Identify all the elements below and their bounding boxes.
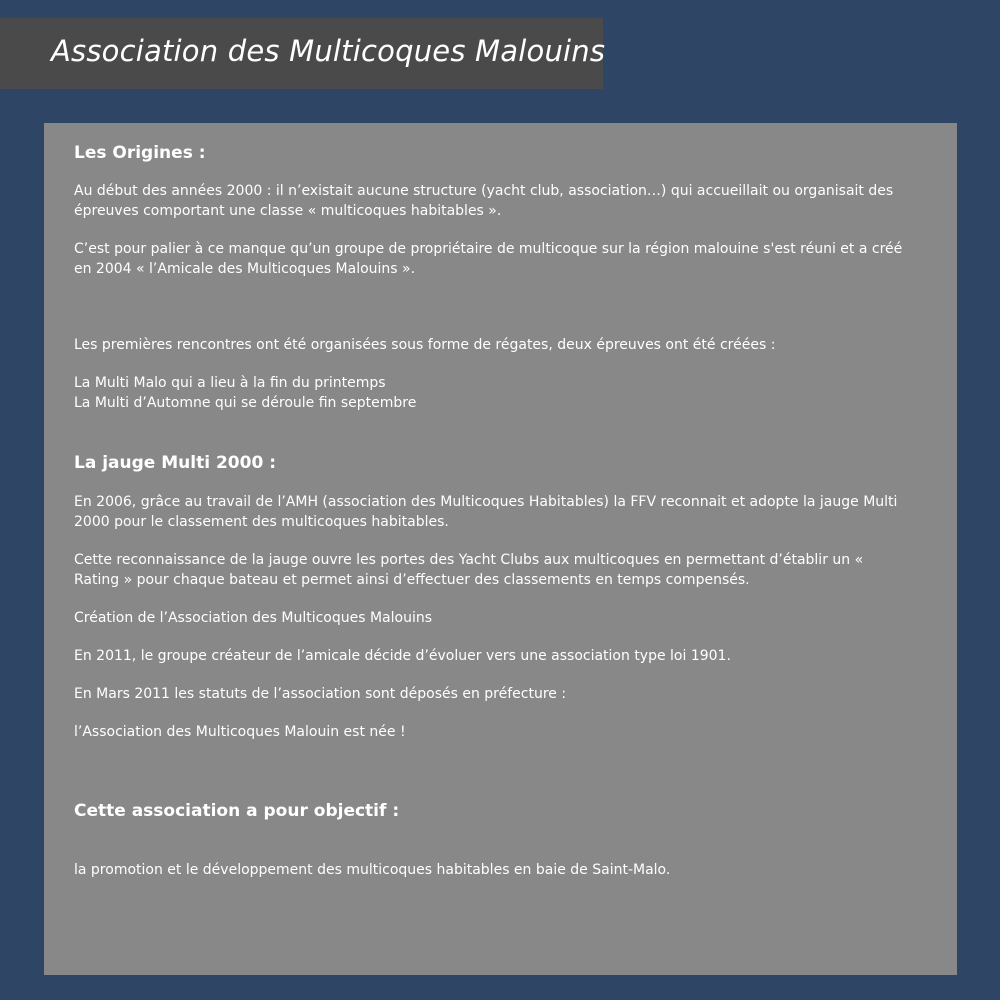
- jauge-paragraph-3: Création de l’Association des Multicoques Malouins: [74, 610, 433, 626]
- jauge-paragraph-5: En Mars 2011 les statuts de l’association sont déposés en préfecture :: [74, 686, 567, 702]
- page-title: Association des Multicoques Malouins: [51, 34, 606, 68]
- jauge-paragraph-1-line-1: En 2006, grâce au travail de l’AMH (association des Multicoques Habitables) la FFV reconnait et adopte la jauge Multi: [74, 494, 898, 510]
- origins-paragraph-2-line-2: en 2004 « l’Amicale des Multicoques Malouins ».: [74, 261, 416, 277]
- jauge-paragraph-1-line-2: 2000 pour le classement des multicoques habitables.: [74, 514, 449, 530]
- heading-jauge: La jauge Multi 2000 :: [74, 453, 276, 473]
- heading-origins: Les Origines :: [74, 143, 206, 163]
- origins-paragraph-1-line-2: épreuves comportant une classe « multicoques habitables ».: [74, 203, 502, 219]
- origins-paragraph-3: Les premières rencontres ont été organisées sous forme de régates, deux épreuves ont été créées :: [74, 337, 776, 353]
- heading-objective: Cette association a pour objectif :: [74, 801, 400, 821]
- jauge-paragraph-2-line-2: Rating » pour chaque bateau et permet ainsi d’effectuer des classements en temps compensés.: [74, 572, 750, 588]
- event-multi-automne: La Multi d’Automne qui se déroule fin septembre: [74, 395, 417, 411]
- title-banner: [0, 18, 606, 89]
- origins-paragraph-1-line-1: Au début des années 2000 : il n’existait aucune structure (yacht club, association…) qui accueillait ou organisait des: [74, 183, 894, 199]
- content-panel: [44, 123, 957, 975]
- jauge-paragraph-6: l’Association des Multicoques Malouin est née !: [74, 724, 406, 740]
- jauge-paragraph-2-line-1: Cette reconnaissance de la jauge ouvre les portes des Yacht Clubs aux multicoques en permettant d’établir un «: [74, 552, 864, 568]
- origins-paragraph-2-line-1: C’est pour palier à ce manque qu’un groupe de propriétaire de multicoque sur la région malouine s'est réuni et a créé: [74, 241, 903, 257]
- jauge-paragraph-4: En 2011, le groupe créateur de l’amicale décide d’évoluer vers une association type loi 1901.: [74, 648, 731, 664]
- event-multi-malo: La Multi Malo qui a lieu à la fin du printemps: [74, 375, 386, 391]
- objective-paragraph-1: la promotion et le développement des multicoques habitables en baie de Saint-Malo.: [74, 862, 671, 878]
